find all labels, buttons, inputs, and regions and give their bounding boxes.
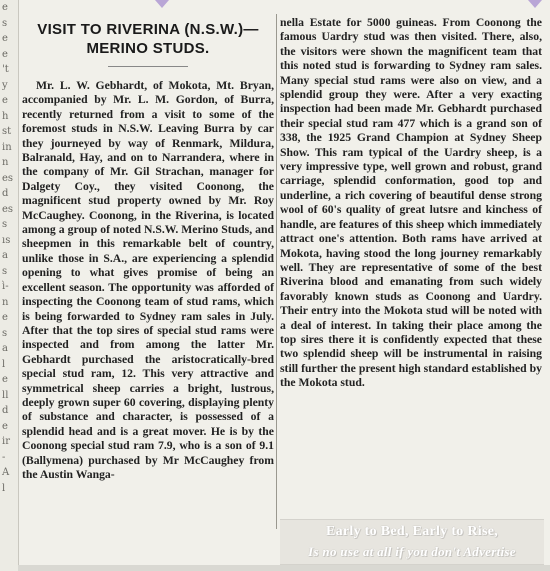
advertisement-line-2: Is no use at all if you don't Advertise — [308, 544, 516, 559]
article-left-column — [22, 14, 274, 569]
adjacent-fragment: in — [2, 141, 12, 153]
adjacent-fragment: e — [2, 312, 8, 323]
advertisement-box — [280, 519, 544, 565]
adjacent-fragment: n — [2, 157, 9, 168]
clip-marker-left-icon — [155, 0, 169, 8]
article-right-column — [280, 16, 542, 516]
column-divider — [276, 14, 277, 529]
adjacent-fragment: es — [2, 172, 14, 184]
adjacent-fragment: ll — [2, 389, 9, 401]
article-body-right: nella Estate for 5000 guineas. From Coonong the famous Uardry stud was then visited. There, also, the visitors were shown the magnificent team that this noted stud is forwarding to Sydney ram sales. Many special stud rams were also on view, and a splendid group they were. After a very exacting inspection had been made Mr. Gebhardt purchased their special stud ram 477 which is a grand son of 338, the 1925 Grand Champion at Sydney Sheep Show. This ram typical of the Uardry sheep, is a very impressive type, well grown and robust, grand carriage, splendid conformation, good top and underline, a rich covering of beautiful dense strong wool of 60's quality of great lutsre and kinchess of handle, are features of this sheep which immediately attract one's attention. Both rams have arrived at Mokota, having stood the long journey remarkably well. They are representative of some of the best Riverina blood and emanating from such widely favorably known studs as Coonong and Uardry. Their entry into the Mokota stud will be noted with a deal of interest. In taking their place among the top sires there it is confidently expected that these two splendid sheep will be instrumental in raising still further the present high standard established by the Mokota stud. — [280, 16, 542, 390]
headline-rule — [108, 66, 188, 67]
adjacent-fragment: A — [2, 467, 10, 478]
adjacent-fragment: ıs — [2, 234, 11, 246]
adjacent-fragment: y — [2, 79, 8, 91]
adjacent-fragment: d — [2, 188, 9, 199]
clip-marker-right-icon — [528, 0, 542, 8]
adjacent-fragment: s — [2, 265, 8, 277]
adjacent-fragment: s — [2, 327, 8, 339]
adjacent-fragment: ì- — [2, 281, 9, 292]
adjacent-fragment: d — [2, 405, 9, 416]
adjacent-fragment: h — [2, 110, 9, 122]
adjacent-fragment: a — [2, 250, 8, 261]
adjacent-fragment: e — [2, 33, 8, 44]
article-headline: VISIT TO RIVERINA (N.S.W.)— MERINO STUDS. — [37, 21, 259, 57]
clipping-bottom-edge — [18, 565, 550, 571]
adjacent-fragment: e — [2, 95, 8, 106]
adjacent-fragment: 't — [2, 64, 9, 75]
adjacent-fragment: s — [2, 219, 8, 230]
adjacent-fragment: e — [2, 420, 8, 432]
article-body-left: Mr. L. W. Gebhardt, of Mokota, Mt. Bryan, accompanied by Mr. L. M. Gordon, of Burra, recently returned from a visit to some of the foremost studs in N.S.W. Leaving Burra by car they journeyed by way of Renmark, Mildura, Balranald, Hay, and on to Narrandera, where in the company of Mr. Gil Strachan, manager for Dalgety Coy., they visited Coonong, the magnificent stud property owned by Mr. Roy McCaughey. Coonong, in the Riverina, is located among a group of noted N.S.W. Merino Studs, and sheepmen in this remarkable belt of country, unlike those in S.A., are experiencing a splendid opening to what gives promise of being an excellent season. The opportunity was afforded of inspecting the Coonong team of stud rams, which is being forwarded to Sydney ram sales in July. After that the top sires of special stud rams were inspected and from among the latter Mr. Gebhardt purchased the aristocratically-bred special stud ram, 12. This very attractive and symmetrical sheep carries a bright, lustrous, deeply grown super 60 covering, displaying plenty of substance and character, is possessed of a splendid head and is a great mover. He is by the Coonong special stud ram 7.9, who is a son of 9.1 (Ballymena) purchased by Mr McCaughey from the Austin Wanga- — [22, 79, 274, 481]
adjacent-fragment: - — [2, 451, 6, 463]
adjacent-fragment: s — [2, 17, 8, 29]
adjacent-fragment: e — [2, 374, 8, 385]
adjacent-fragment: a — [2, 343, 8, 354]
adjacent-fragment: e — [2, 48, 8, 60]
adjacent-fragment: l — [2, 358, 6, 370]
advertisement-line-1: Early to Bed, Early to Rise, — [325, 524, 499, 539]
adjacent-column-strip — [0, 0, 19, 571]
adjacent-fragment: n — [2, 296, 9, 308]
adjacent-fragment: ir — [2, 436, 10, 447]
adjacent-fragment: es — [2, 203, 14, 215]
adjacent-fragment: st — [2, 126, 12, 137]
adjacent-fragment: l — [2, 482, 6, 494]
adjacent-fragment: e — [2, 2, 8, 13]
